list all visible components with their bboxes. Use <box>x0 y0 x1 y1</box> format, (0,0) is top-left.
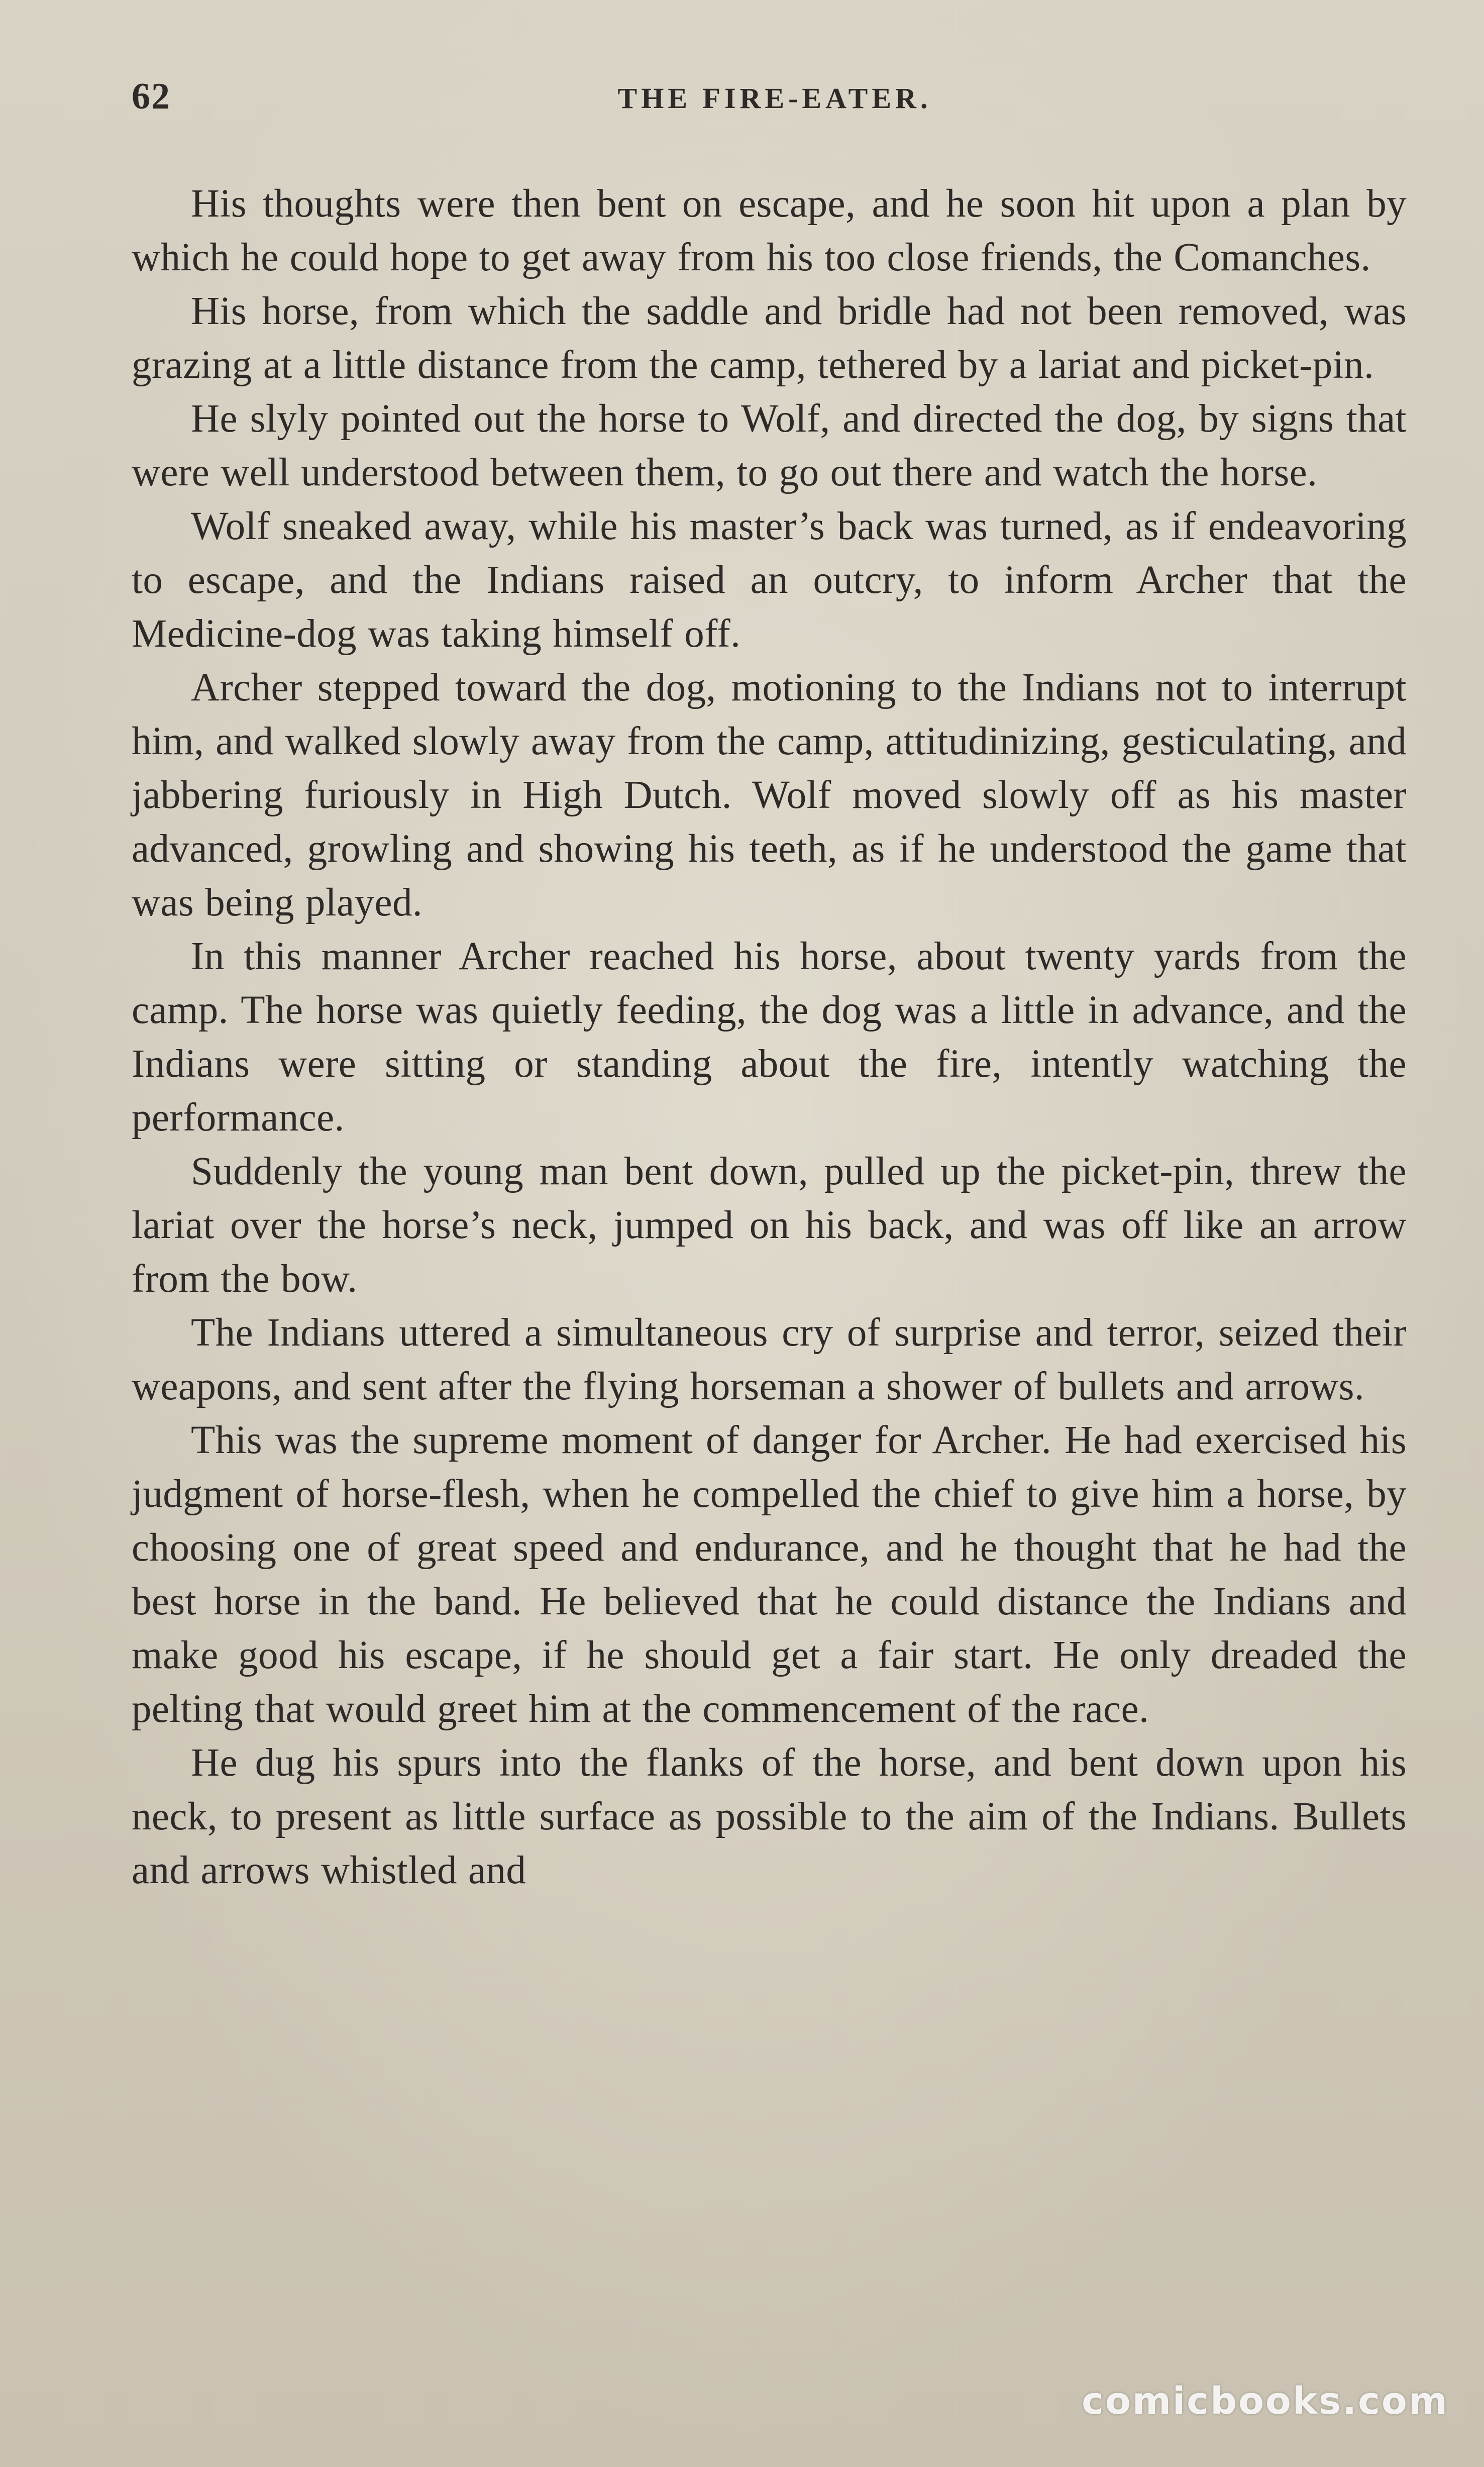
paragraph: The Indians uttered a simultaneous cry of surprise and terror, seized their weapons, and sent after the flying horseman a shower of bullets and arrows. <box>132 1311 1407 1408</box>
paragraph: Archer stepped toward the dog, motioning to the Indians not to interrupt him, and walked slowly away from the camp, attitudinizing, gesticulating, and jabbering furiously in High Dutch. Wolf moved slowly off as his master advanced, growling and showing his teeth, as if he understood the game that was being played. <box>132 666 1407 924</box>
paragraph: His thoughts were then bent on escape, and he soon hit upon a plan by which he could hope to get away from his too close friends, the Comanches. <box>132 182 1407 279</box>
running-title: THE FIRE-EATER. <box>617 82 932 115</box>
paragraph: In this manner Archer reached his horse, about twenty yards from the camp. The horse was quietly feeding, the dog was a little in advance, and the Indians were sitting or standing about the fire, intently watching the performance. <box>132 935 1407 1140</box>
paragraph: Wolf sneaked away, while his master’s back was turned, as if endeavoring to escape, and the Indians raised an outcry, to inform Archer that the Medicine-dog was taking himself off. <box>132 504 1407 656</box>
paragraph: Suddenly the young man bent down, pulled up the picket-pin, threw the lariat over the horse’s neck, jumped on his back, and was off like an arrow from the bow. <box>132 1150 1407 1301</box>
paragraph: This was the supreme moment of danger for Archer. He had exercised his judgment of horse-flesh, when he compelled the chief to give him a horse, by choosing one of great speed and endurance, and he thought that he had the best horse in the band. He believed that he could distance the Indians and make good his escape, if he should get a fair start. He only dreaded the pelting that would greet him at the commencement of the race. <box>132 1418 1407 1731</box>
watermark: comicbooks.com <box>1082 2380 1449 2423</box>
paragraph: His horse, from which the saddle and bridle had not been removed, was grazing at a little distance from the camp, tethered by a lariat and picket-pin. <box>132 289 1407 387</box>
paragraph: He slyly pointed out the horse to Wolf, and directed the dog, by signs that were well understood between them, to go out there and watch the horse. <box>132 397 1407 494</box>
page-number: 62 <box>132 76 171 117</box>
body-text <box>132 177 1407 1897</box>
page-header <box>132 75 1418 126</box>
paragraph: He dug his spurs into the flanks of the horse, and bent down upon his neck, to present as little surface as possible to the aim of the Indians. Bullets and arrows whistled and <box>132 1741 1407 1892</box>
